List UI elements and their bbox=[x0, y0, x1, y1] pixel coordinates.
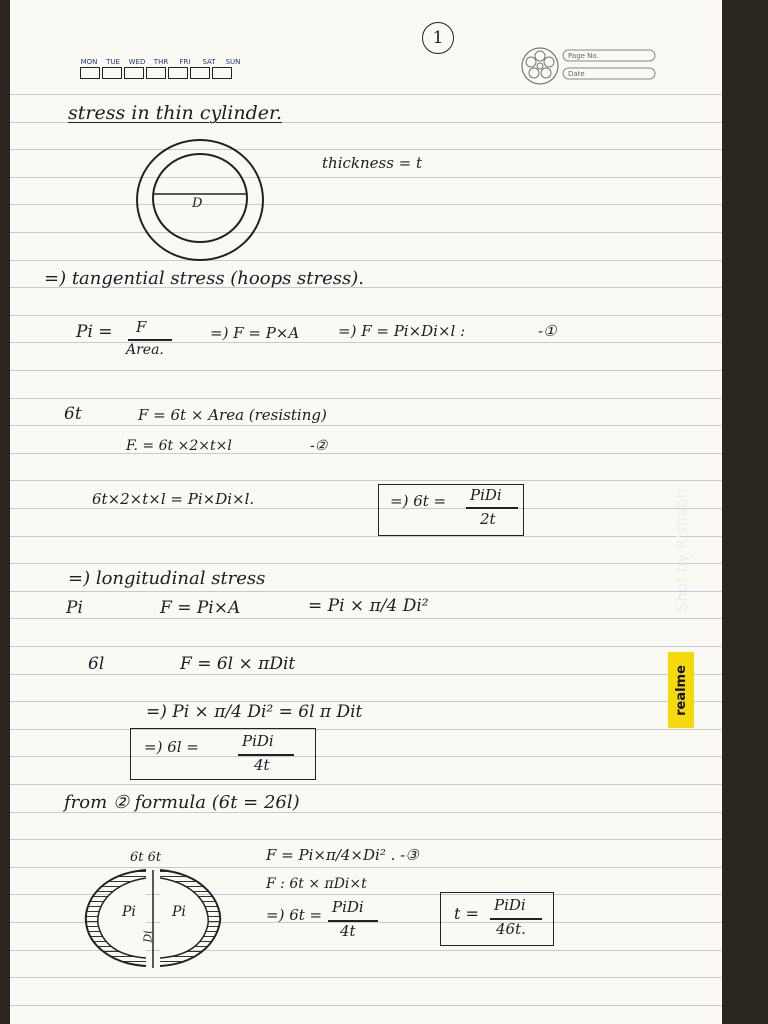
eq-area-denominator: Area. bbox=[126, 342, 164, 358]
ruled-line bbox=[10, 260, 722, 261]
eq-last-denominator: 4t bbox=[340, 922, 356, 940]
realme-badge bbox=[668, 652, 694, 728]
sigma-l-label: 6l bbox=[88, 654, 105, 674]
day-box bbox=[80, 67, 100, 79]
ruled-line bbox=[10, 591, 722, 592]
eq-f-numerator: F bbox=[136, 318, 147, 336]
half-cylinder-figure bbox=[80, 864, 230, 974]
ruled-line bbox=[10, 646, 722, 647]
eq-equal-1: 6t×2×t×l = Pi×Di×l. bbox=[92, 490, 255, 508]
long-f-pia: F = Pi×A bbox=[160, 598, 241, 618]
day-box bbox=[190, 67, 210, 79]
box1-lhs: =) 6t = bbox=[390, 492, 447, 510]
cylinder-section-figure bbox=[130, 138, 290, 268]
ruled-line bbox=[10, 480, 722, 481]
box2-denominator: 4t bbox=[254, 756, 270, 774]
ruled-line bbox=[10, 370, 722, 371]
long-eq-area: = Pi × π/4 Di² bbox=[308, 596, 429, 616]
ruled-line bbox=[10, 315, 722, 316]
ruled-line bbox=[10, 232, 722, 233]
eq-f-pxa: =) F = P×A bbox=[210, 324, 300, 342]
day-box bbox=[102, 67, 122, 79]
eq-last-f2: F : 6t × πDi×t bbox=[266, 876, 367, 892]
fig-top-labels: 6t 6t bbox=[130, 850, 162, 865]
eq-f-sigma2tl: F. = 6t ×2×t×l bbox=[126, 438, 232, 454]
ruled-line bbox=[10, 177, 722, 178]
fraction-bar bbox=[128, 339, 172, 341]
date-label: Date bbox=[568, 70, 585, 78]
box2-numerator: PiDi bbox=[242, 732, 274, 750]
shot-by-text: Shot by R'shabh bbox=[673, 488, 691, 612]
notebook-page bbox=[10, 0, 722, 1024]
box1-denominator: 2t bbox=[480, 510, 496, 528]
realme-brand-text: realme bbox=[673, 664, 689, 716]
from-formula: from ② formula (6t = 26l) bbox=[64, 792, 300, 813]
page-no-label: Page No. bbox=[568, 52, 599, 60]
box3-denominator: 46t. bbox=[496, 920, 526, 938]
day-label: TUE bbox=[106, 58, 120, 66]
day-label: MON bbox=[80, 58, 98, 66]
ruled-line bbox=[10, 563, 722, 564]
page-number: 1 bbox=[422, 22, 454, 54]
shot-by-watermark bbox=[672, 470, 692, 630]
box2-lhs: =) 6l = bbox=[144, 738, 199, 756]
long-pi: Pi bbox=[66, 598, 83, 618]
long-f-sigma-l: F = 6l × πDit bbox=[180, 654, 296, 674]
day-boxes bbox=[80, 67, 232, 79]
fig-pi-right: Pi bbox=[172, 904, 186, 920]
fig-di: Di bbox=[141, 930, 155, 943]
ruled-line bbox=[10, 453, 722, 454]
eq-ref-2: -② bbox=[310, 438, 328, 454]
diameter-label: D bbox=[192, 196, 203, 211]
ruled-line bbox=[10, 784, 722, 785]
day-box bbox=[124, 67, 144, 79]
ruled-line bbox=[10, 729, 722, 730]
day-box bbox=[212, 67, 232, 79]
ruled-line bbox=[10, 756, 722, 757]
day-labels bbox=[80, 58, 242, 66]
sigma-t-label: 6t bbox=[64, 404, 82, 424]
ruled-line bbox=[10, 204, 722, 205]
day-label: FRI bbox=[179, 58, 191, 66]
fig-pi-left: Pi bbox=[122, 904, 136, 920]
notes-title: stress in thin cylinder. bbox=[68, 102, 283, 124]
day-label: SAT bbox=[202, 58, 216, 66]
day-box bbox=[146, 67, 166, 79]
ruled-line bbox=[10, 149, 722, 150]
ruled-line bbox=[10, 1005, 722, 1006]
ruled-line bbox=[10, 977, 722, 978]
page-date-block bbox=[518, 44, 658, 92]
ruled-line bbox=[10, 342, 722, 343]
thickness-note: thickness = t bbox=[322, 154, 423, 172]
day-label: SUN bbox=[225, 58, 241, 66]
ruled-line bbox=[10, 508, 722, 509]
eq-f-area-resisting: F = 6t × Area (resisting) bbox=[138, 406, 327, 424]
eq-last-numerator: PiDi bbox=[332, 898, 364, 916]
box3-lhs: t = bbox=[454, 904, 479, 923]
box3-numerator: PiDi bbox=[494, 896, 526, 914]
ruled-line bbox=[10, 536, 722, 537]
tangential-heading: =) tangential stress (hoops stress). bbox=[44, 268, 364, 289]
ruled-line bbox=[10, 674, 722, 675]
ruled-line bbox=[10, 839, 722, 840]
ruled-line bbox=[10, 398, 722, 399]
ruled-line bbox=[10, 425, 722, 426]
longitudinal-heading: =) longitudinal stress bbox=[68, 568, 266, 589]
box1-numerator: PiDi bbox=[470, 486, 502, 504]
day-label: WED bbox=[128, 58, 146, 66]
ruled-line bbox=[10, 618, 722, 619]
notebook-logo-icon bbox=[518, 44, 658, 88]
eq-f-pidil: =) F = Pi×Di×l : bbox=[338, 322, 466, 340]
day-box bbox=[168, 67, 188, 79]
ruled-line bbox=[10, 94, 722, 95]
eq-pi: Pi = bbox=[76, 322, 113, 342]
ruled-line bbox=[10, 701, 722, 702]
fraction-bar bbox=[466, 507, 518, 509]
day-label: THR bbox=[153, 58, 169, 66]
eq-last-f1: F = Pi×π/4×Di² . -③ bbox=[266, 846, 419, 864]
eq-ref-1: -① bbox=[538, 322, 557, 340]
long-equal: =) Pi × π/4 Di² = 6l π Dit bbox=[146, 702, 363, 722]
eq-last-sigma: =) 6t = bbox=[266, 906, 323, 924]
